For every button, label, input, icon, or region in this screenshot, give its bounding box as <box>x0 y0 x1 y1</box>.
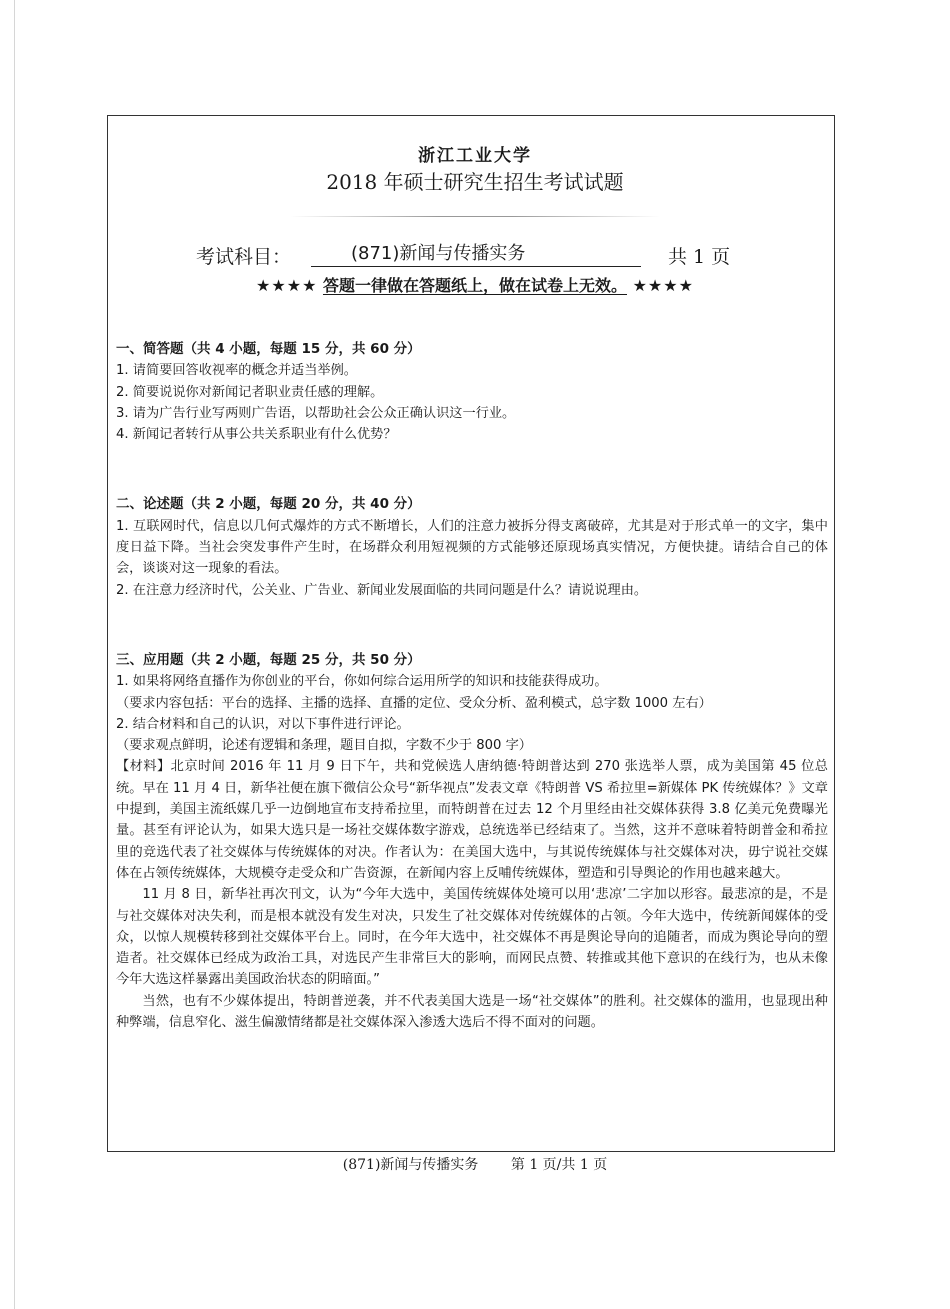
notice-text: 答题一律做在答题纸上，做在试卷上无效。 <box>322 276 627 295</box>
footer-subject: (871)新闻与传播实务 <box>342 1157 479 1173</box>
question: 1. 如果将网络直播作为你创业的平台，你如何综合运用所学的知识和技能获得成功。 <box>116 674 608 690</box>
question: 2. 在注意力经济时代，公关业、广告业、新闻业发展面临的共同问题是什么？请说说理由。 <box>116 582 648 598</box>
subject-value: (871)新闻与传播实务 <box>311 242 641 267</box>
subject-row <box>196 240 756 268</box>
requirement-note: （要求观点鲜明，论述有逻辑和条理，题目自拟，字数不少于 800 字） <box>116 738 532 754</box>
title-divider <box>290 216 660 217</box>
university-name: 浙江工业大学 <box>418 146 532 166</box>
section-title: 一、简答题（共 4 小题，每题 15 分，共 60 分） <box>116 341 421 357</box>
section-essay <box>116 494 828 600</box>
notice-stars-right: ★★★★ <box>632 276 694 295</box>
question: 3. 请为广告行业写两则广告语，以帮助社会公众正确认识这一行业。 <box>116 405 516 421</box>
question: 1. 互联网时代，信息以几何式爆炸的方式不断增长，人们的注意力被拆分得支离破碎，尤其是对于形式单一的文字，集中度日益下降。当社会突发事件产生时，在场群众利用短视频的方式能够还原现场真实情况，方便快捷。请结合自己的体会，谈谈对这一现象的看法。 <box>116 518 828 577</box>
material-paragraph: 11 月 8 日，新华社再次刊文，认为“今年大选中，美国传统媒体处境可以用‘悲凉’二字加以形容。最悲凉的是，不是与社交媒体对决失利，而是根本就没有发生对决，只发生了社交媒体对传统媒体的占领。今年大选中，传统新闻媒体的受众，以惊人规模转移到社交媒体平台上。同时，在今年大选中，社交媒体不再是舆论导向的追随者，而成为舆论导向的塑造者。社交媒体已经成为政治工具，对选民产生非常巨大的影响，而网民点赞、转推或其他下意识的在线行为，也从未像今年大选这样暴露出美国政治状态的阴暗面。” <box>116 887 828 988</box>
page-count: 共 1 页 <box>668 246 731 268</box>
scan-edge <box>14 0 15 1309</box>
section-title: 三、应用题（共 2 小题，每题 25 分，共 50 分） <box>116 651 421 668</box>
section-application <box>116 650 828 1033</box>
material-paragraph: 当然，也有不少媒体提出，特朗普逆袭，并不代表美国大选是一场“社交媒体”的胜利。社交媒体的滥用，也显现出种种弊端，信息窄化、滋生偏激情绪都是社交媒体深入渗透大选后不得不面对的问题。 <box>116 993 828 1031</box>
question: 4. 新闻记者转行从事公共关系职业有什么优势？ <box>116 427 397 443</box>
exam-content <box>116 339 828 1033</box>
material-paragraph: 【材料】北京时间 2016 年 11 月 9 日下午，共和党候选人唐纳德·特朗普达到 270 张选举人票，成为美国第 45 位总统。早在 11 月 4 日，新华社便在旗下微信公众号“新华视点”发表文章《特朗普 VS 希拉里=新媒体 PK 传统媒体？》文章中提到，美国主流纸媒几乎一边倒地宣布支持希拉里，而特朗普在过去 12 个月里经由社交媒体获得 3.8 亿美元免费曝光量。甚至有评论认为，如果大选只是一场社交媒体数字游戏，总统选举已经结束了。当然，这并不意味着特朗普金和希拉里的竞选代表了社交媒体与传统媒体的对决。作者认为：在美国大选中，与其说传统媒体与社交媒体对决，毋宁说社交媒体在占领传统媒体，大规模夺走受众和广告资源，在新闻内容上反哺传统媒体，塑造和引导舆论的作用也越来越大。 <box>116 759 828 881</box>
answer-notice <box>0 273 950 296</box>
question: 1. 请简要回答收视率的概念并适当举例。 <box>116 363 357 379</box>
question: 2. 简要说说你对新闻记者职业责任感的理解。 <box>116 384 384 400</box>
subject-label: 考试科目： <box>196 246 292 268</box>
requirement-note: （要求内容包括：平台的选择、主播的选择、直播的定位、受众分析、盈利模式，总字数 1000 左右） <box>116 695 712 711</box>
notice-stars-left: ★★★★ <box>256 276 318 295</box>
section-title: 二、论述题（共 2 小题，每题 20 分，共 40 分） <box>116 496 421 513</box>
section-short-answer <box>116 339 828 445</box>
page-footer <box>0 1154 950 1174</box>
question: 2. 结合材料和自己的认识，对以下事件进行评论。 <box>116 716 410 732</box>
footer-page: 第 1 页/共 1 页 <box>510 1157 608 1173</box>
exam-title: 2018 年硕士研究生招生考试试题 <box>326 170 624 194</box>
